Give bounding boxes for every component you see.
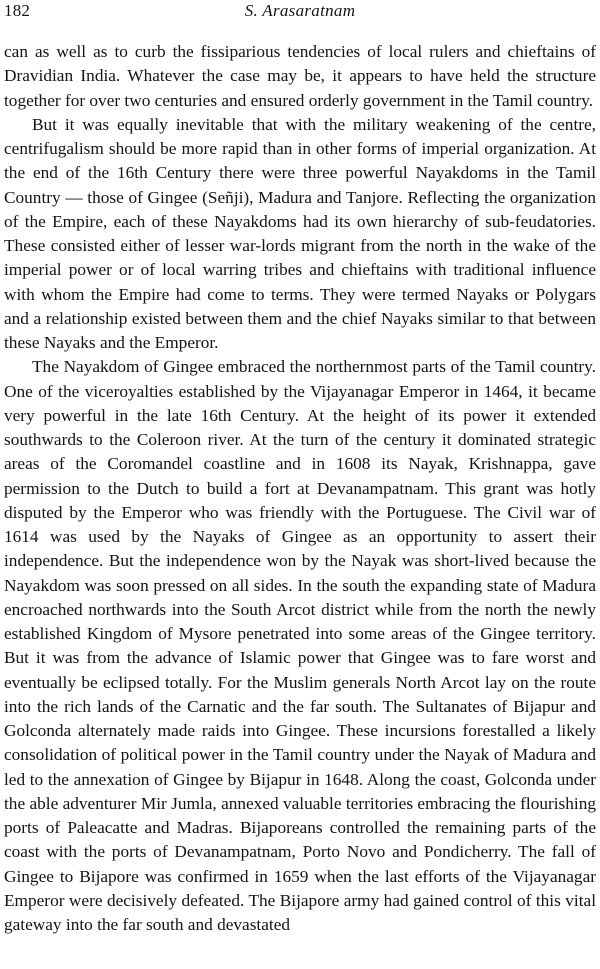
paragraph-continuation: can as well as to curb the fissiparious tendencies of local rulers and chieftains of Dravidian India. Whatever the case may be, it appears to have held the structure together for over two centuries and ensured orderly government in the Tamil country. [4, 42, 596, 110]
body-text [4, 40, 596, 937]
page-header [4, 0, 596, 24]
paragraph-centrifugalism: But it was equally inevitable that with the military weakening of the centre, centrifugalism should be more rapid than in other forms of imperial organization. At the end of the 16th Century there were three powerful Nayakdoms in the Tamil Country — those of Gingee (Señji), Madura and Tanjore. Reflecting the organization of the Empire, each of these Nayakdoms had its own hierarchy of sub-feudatories. These consisted either of lesser war-lords migrant from the north in the wake of the imperial power or of local warring tribes and chieftains with traditional influence with whom the Empire had come to terms. They were termed Nayaks or Polygars and a relationship existed between them and the chief Nayaks similar to that between these Nayaks and the Emperor. [4, 114, 596, 352]
paragraph-gingee-nayakdom: The Nayakdom of Gingee embraced the northernmost parts of the Tamil country. One of the viceroyalties established by the Vijayanagar Emperor in 1464, it became very powerful in the late 16th Century. At the height of its power it extended southwards to the Coleroon river. At the turn of the century it dominated strategic areas of the Coromandel coastline and in 1608 its Nayak, Krishnappa, gave permission to the Dutch to build a fort at Devanampatnam. This grant was hotly disputed by the Emperor who was friendly with the Portuguese. The Civil war of 1614 was used by the Nayaks of Gingee as an opportunity to assert their independence. But the independence won by the Nayak was short-lived because the Nayakdom was soon pressed on all sides. In the south the expanding state of Madura encroached northwards into the South Arcot district while from the north the newly established Kingdom of Mysore penetrated into some areas of the Gingee territory. But it was from the advance of Islamic power that Gingee was to fare worst and eventually be eclipsed totally. For the Muslim generals North Arcot lay on the route into the rich lands of the Carnatic and the far south. The Sultanates of Bijapur and Golconda alternately made raids into Gingee. These incursions forestalled a likely consolidation of political power in the Tamil country under the Nayak of Madura and led to the annexation of Gingee by Bijapur in 1648. Along the coast, Golconda under the able adventurer Mir Jumla, annexed valuable territories embracing the flourishing ports of Paleacatte and Madras. Bijaporeans controlled the remaining parts of the coast with the ports of Devanampatnam, Porto Novo and Pondicherry. The fall of Gingee to Bijapore was confirmed in 1659 when the last efforts of the Vijayanagar Emperor were decisively defeated. The Bijapore army had gained control of this vital gateway into the far south and devastated [4, 357, 596, 934]
running-head: S. Arasaratnam [244, 1, 356, 20]
page-number: 182 [4, 1, 31, 20]
